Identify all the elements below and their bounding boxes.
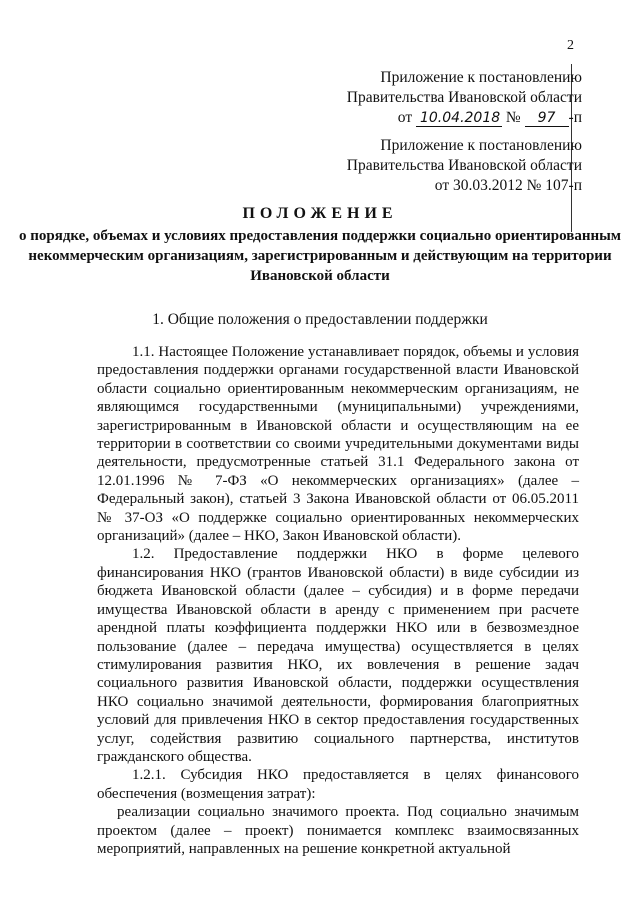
handwritten-date: 10.04.2018: [416, 110, 502, 127]
appendix-from-label: от: [397, 109, 413, 126]
appendix-current-line1: Приложение к постановлению: [380, 69, 582, 86]
section-heading: 1. Общие положения о предоставлении поддержки: [152, 311, 488, 328]
appendix-original-line3: от 30.03.2012 № 107-п: [434, 177, 582, 194]
paragraph-1-2: 1.2. Предоставление поддержки НКО в форме целевого финансирования НКО (грантов Ивановской области) в виде субсидии из бюджета Ивановской области (далее – субсидия) и в форме передачи имущества Ивановской области в аренду с применением при расчете арендной платы коэффициента поддержки НКО или в безвозмездное пользование (далее – передача имущества) осуществляется в целях стимулирования развития НКО, их вовлечения в решение задач социального развития Ивановской области, поддержки осуществления НКО социально значимой деятельности, формирования благоприятных условий для привлечения НКО в сектор предоставления государственных услуг, содействия развитию социального партнерства, институтов гражданского общества.: [97, 546, 579, 765]
document-title-block: [0, 205, 640, 286]
number-suffix: -п: [568, 109, 582, 126]
document-subtitle: о порядке, объемах и условиях предоставления поддержки социально ориентированным некоммерческим организациям, зарегистрированным и действующим на территории Ивановской области: [18, 228, 622, 284]
appendix-original-line1: Приложение к постановлению: [380, 137, 582, 154]
section-body: [97, 343, 579, 858]
appendix-current-line2: Правительства Ивановской области: [346, 89, 582, 106]
number-sign: №: [505, 109, 521, 126]
paragraph-1-1: 1.1. Настоящее Положение устанавливает порядок, объемы и условия предоставления поддержки органами государственной власти Ивановской области социально ориентированным некоммерческим организациям, не являющимся государственными (муниципальными) учреждениями, зарегистрированным в Ивановской области и осуществляющим на ее территории в соответствии со своими учредительными документами виды деятельности, предусмотренные статьей 31.1 Федерального закона от 12.01.1996 № 7-ФЗ «О некоммерческих организациях» (далее – Федеральный закон), статьей 3 Закона Ивановской области от 06.05.2011 № 37-ОЗ «О поддержке социально ориентированных некоммерческих организаций» (далее – НКО, Закон Ивановской области).: [97, 344, 579, 545]
appendix-original-line2: Правительства Ивановской области: [346, 157, 582, 174]
document-title: ПОЛОЖЕНИЕ: [242, 205, 398, 222]
appendix-current-line3: [347, 108, 582, 128]
paragraph-project: реализации социально значимого проекта. Под социально значимым проектом (далее – проект) понимается комплекс взаимосвязанных мероприятий, направленных на решение конкретной актуальной: [97, 804, 579, 857]
handwritten-number: 97: [525, 110, 569, 127]
paragraph-1-2-1: 1.2.1. Субсидия НКО предоставляется в целях финансового обеспечения (возмещения затрат):: [97, 767, 579, 802]
page-number: 2: [567, 38, 574, 53]
appendix-original-header: [347, 136, 582, 196]
appendix-current-header: [347, 68, 582, 128]
